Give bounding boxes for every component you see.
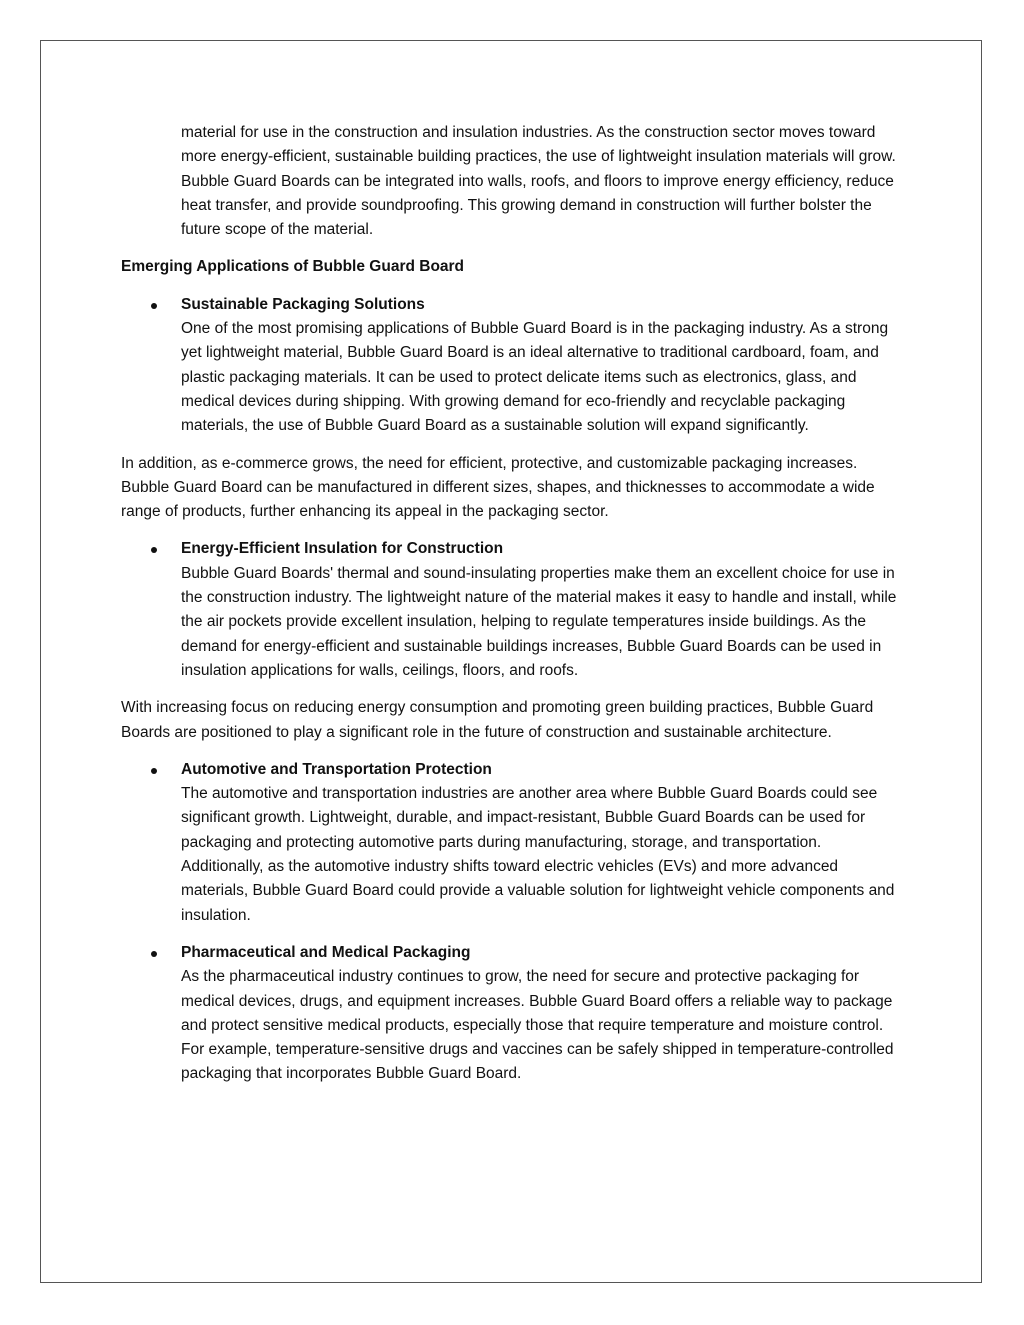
document-page bbox=[40, 40, 982, 1283]
list-item bbox=[121, 537, 906, 683]
list-item-text: As the pharmaceutical industry continues to grow, the need for secure and protective packaging for medical devices, drugs, and equipment increases. Bubble Guard Board offers a reliable way to package and protect sensitive medical products, especially those that require temperature and moisture control. For example, temperature-sensitive drugs and vaccines can be safely shipped in temperature-controlled packaging that incorporates Bubble Guard Board. bbox=[181, 968, 894, 1083]
green-building-paragraph: With increasing focus on reducing energy consumption and promoting green building practices, Bubble Guard Boards are positioned to play a significant role in the future of construction and sustainable architecture. bbox=[121, 699, 874, 741]
intro-continuation-paragraph: material for use in the construction and insulation industries. As the construction sector moves toward more energy-efficient, sustainable building practices, the use of lightweight insulation materials will grow. Bubble Guard Boards can be integrated into walls, roofs, and floors to improve energy efficiency, reduce heat transfer, and provide soundproofing. This growing demand in construction will further bolster the future scope of the material. bbox=[181, 124, 896, 239]
list-item-title: Sustainable Packaging Solutions bbox=[181, 295, 425, 313]
page-content bbox=[121, 121, 906, 1087]
list-item-title: Automotive and Transportation Protection bbox=[181, 760, 492, 778]
list-item-text: The automotive and transportation industries are another area where Bubble Guard Boards could see significant growth. Lightweight, durable, and impact-resistant, Bubble Guard Boards can be used for packaging and protecting automotive parts during manufacturing, storage, and transportation. Additionally, as the automotive industry shifts toward electric vehicles (EVs) and more advanced materials, Bubble Guard Board could provide a valuable solution for lightweight vehicle components and insulation. bbox=[181, 785, 895, 924]
bullet-icon bbox=[151, 951, 157, 957]
bullet-icon bbox=[151, 303, 157, 309]
section-heading: Emerging Applications of Bubble Guard Board bbox=[121, 258, 465, 276]
list-item-title: Pharmaceutical and Medical Packaging bbox=[181, 943, 471, 961]
ecommerce-paragraph: In addition, as e-commerce grows, the need for efficient, protective, and customizable packaging increases. Bubble Guard Board can be manufactured in different sizes, shapes, and thicknesses to accommodate a wide range of products, further enhancing its appeal in the packaging sector. bbox=[121, 454, 875, 521]
list-item bbox=[121, 941, 906, 1087]
bullet-icon bbox=[151, 547, 157, 553]
list-item bbox=[121, 293, 906, 439]
list-item-text: Bubble Guard Boards' thermal and sound-insulating properties make them an excellent choice for use in the construction industry. The lightweight nature of the material makes it easy to handle and install, while the air pockets provide excellent insulation, helping to regulate temperatures inside buildings. As the demand for energy-efficient and sustainable buildings increases, Bubble Guard Boards can be used in insulation applications for walls, ceilings, floors, and roofs. bbox=[181, 564, 897, 679]
bullet-icon bbox=[151, 768, 157, 774]
list-item bbox=[121, 758, 906, 928]
list-item-text: One of the most promising applications of Bubble Guard Board is in the packaging industry. As a strong yet lightweight material, Bubble Guard Board is an ideal alternative to traditional cardboard, foam, and plastic packaging materials. It can be used to protect delicate items such as electronics, glass, and medical devices during shipping. With growing demand for eco-friendly and recyclable packaging materials, the use of Bubble Guard Board as a sustainable solution will expand significantly. bbox=[181, 320, 889, 435]
list-item-title: Energy-Efficient Insulation for Construction bbox=[181, 540, 504, 558]
